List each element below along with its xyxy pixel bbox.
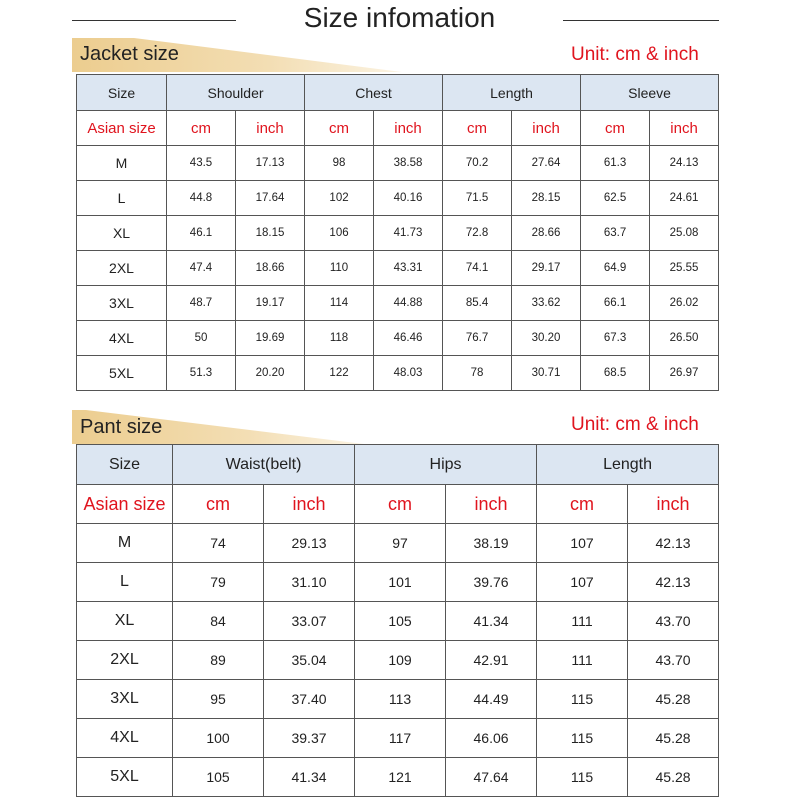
header-shoulder: Shoulder (167, 75, 305, 111)
size-cell: L (77, 563, 173, 602)
value-cell: 122 (305, 356, 374, 391)
value-cell: 44.49 (446, 680, 537, 719)
value-cell: 45.28 (628, 680, 719, 719)
pant-header-row (77, 445, 719, 485)
table-row (77, 181, 719, 216)
table-row (77, 680, 719, 719)
value-cell: 70.2 (443, 146, 512, 181)
table-row (77, 146, 719, 181)
value-cell: 115 (537, 680, 628, 719)
asian-size-label: Asian size (77, 485, 173, 524)
unit-cell: inch (650, 111, 719, 146)
value-cell: 66.1 (581, 286, 650, 321)
table-row (77, 641, 719, 680)
unit-cell: inch (628, 485, 719, 524)
header-waist: Waist(belt) (173, 445, 355, 485)
value-cell: 101 (355, 563, 446, 602)
value-cell: 29.17 (512, 251, 581, 286)
value-cell: 84 (173, 602, 264, 641)
value-cell: 42.13 (628, 563, 719, 602)
value-cell: 43.70 (628, 641, 719, 680)
value-cell: 30.71 (512, 356, 581, 391)
value-cell: 76.7 (443, 321, 512, 356)
jacket-header-row (77, 75, 719, 111)
value-cell: 30.20 (512, 321, 581, 356)
value-cell: 40.16 (374, 181, 443, 216)
value-cell: 63.7 (581, 216, 650, 251)
value-cell: 42.13 (628, 524, 719, 563)
value-cell: 43.5 (167, 146, 236, 181)
value-cell: 44.88 (374, 286, 443, 321)
value-cell: 115 (537, 719, 628, 758)
table-row (77, 356, 719, 391)
value-cell: 26.02 (650, 286, 719, 321)
value-cell: 45.28 (628, 758, 719, 797)
value-cell: 28.15 (512, 181, 581, 216)
size-cell: L (77, 181, 167, 216)
value-cell: 39.76 (446, 563, 537, 602)
value-cell: 114 (305, 286, 374, 321)
unit-cell: cm (305, 111, 374, 146)
value-cell: 121 (355, 758, 446, 797)
pant-size-table (76, 444, 719, 797)
table-row (77, 251, 719, 286)
value-cell: 102 (305, 181, 374, 216)
value-cell: 118 (305, 321, 374, 356)
pant-section-banner (72, 410, 364, 446)
header-length: Length (443, 75, 581, 111)
value-cell: 35.04 (264, 641, 355, 680)
value-cell: 110 (305, 251, 374, 286)
value-cell: 109 (355, 641, 446, 680)
value-cell: 64.9 (581, 251, 650, 286)
value-cell: 43.70 (628, 602, 719, 641)
header-size: Size (77, 75, 167, 111)
value-cell: 117 (355, 719, 446, 758)
value-cell: 78 (443, 356, 512, 391)
title-divider-right (563, 20, 719, 21)
title-divider-left (72, 20, 236, 21)
value-cell: 48.03 (374, 356, 443, 391)
value-cell: 41.73 (374, 216, 443, 251)
size-cell: M (77, 524, 173, 563)
value-cell: 26.50 (650, 321, 719, 356)
value-cell: 95 (173, 680, 264, 719)
unit-cell: inch (236, 111, 305, 146)
page-title: Size infomation (303, 2, 496, 33)
header-sleeve: Sleeve (581, 75, 719, 111)
value-cell: 111 (537, 641, 628, 680)
value-cell: 41.34 (264, 758, 355, 797)
value-cell: 42.91 (446, 641, 537, 680)
size-cell: XL (77, 216, 167, 251)
value-cell: 50 (167, 321, 236, 356)
size-cell: 3XL (77, 680, 173, 719)
value-cell: 18.15 (236, 216, 305, 251)
table-row (77, 758, 719, 797)
value-cell: 107 (537, 563, 628, 602)
value-cell: 61.3 (581, 146, 650, 181)
header-size: Size (77, 445, 173, 485)
value-cell: 38.19 (446, 524, 537, 563)
value-cell: 71.5 (443, 181, 512, 216)
pant-unit-note: Unit: cm & inch (571, 414, 699, 435)
jacket-unit-row (77, 111, 719, 146)
table-row (77, 719, 719, 758)
value-cell: 19.69 (236, 321, 305, 356)
value-cell: 39.37 (264, 719, 355, 758)
title-bar (0, 0, 800, 40)
size-cell: 2XL (77, 251, 167, 286)
value-cell: 37.40 (264, 680, 355, 719)
unit-cell: inch (264, 485, 355, 524)
asian-size-label: Asian size (77, 111, 167, 146)
size-cell: 5XL (77, 356, 167, 391)
value-cell: 18.66 (236, 251, 305, 286)
value-cell: 67.3 (581, 321, 650, 356)
value-cell: 97 (355, 524, 446, 563)
unit-cell: cm (581, 111, 650, 146)
value-cell: 38.58 (374, 146, 443, 181)
value-cell: 100 (173, 719, 264, 758)
size-cell: 5XL (77, 758, 173, 797)
table-row (77, 216, 719, 251)
value-cell: 43.31 (374, 251, 443, 286)
unit-cell: cm (173, 485, 264, 524)
value-cell: 107 (537, 524, 628, 563)
value-cell: 41.34 (446, 602, 537, 641)
jacket-section-banner (72, 38, 402, 74)
value-cell: 115 (537, 758, 628, 797)
unit-cell: inch (512, 111, 581, 146)
value-cell: 45.28 (628, 719, 719, 758)
size-cell: XL (77, 602, 173, 641)
value-cell: 111 (537, 602, 628, 641)
pant-section-title: Pant size (80, 416, 163, 438)
value-cell: 68.5 (581, 356, 650, 391)
value-cell: 89 (173, 641, 264, 680)
value-cell: 24.13 (650, 146, 719, 181)
value-cell: 44.8 (167, 181, 236, 216)
header-chest: Chest (305, 75, 443, 111)
table-row (77, 321, 719, 356)
value-cell: 79 (173, 563, 264, 602)
value-cell: 33.62 (512, 286, 581, 321)
value-cell: 25.55 (650, 251, 719, 286)
value-cell: 98 (305, 146, 374, 181)
table-row (77, 524, 719, 563)
value-cell: 24.61 (650, 181, 719, 216)
unit-cell: cm (537, 485, 628, 524)
jacket-section-title: Jacket size (80, 43, 179, 65)
value-cell: 19.17 (236, 286, 305, 321)
unit-cell: cm (167, 111, 236, 146)
value-cell: 105 (173, 758, 264, 797)
unit-cell: inch (374, 111, 443, 146)
header-hips: Hips (355, 445, 537, 485)
size-cell: 3XL (77, 286, 167, 321)
value-cell: 27.64 (512, 146, 581, 181)
jacket-unit-note: Unit: cm & inch (571, 44, 699, 65)
value-cell: 46.06 (446, 719, 537, 758)
table-row (77, 286, 719, 321)
value-cell: 20.20 (236, 356, 305, 391)
size-cell: 4XL (77, 321, 167, 356)
value-cell: 74.1 (443, 251, 512, 286)
value-cell: 72.8 (443, 216, 512, 251)
value-cell: 48.7 (167, 286, 236, 321)
jacket-size-table (76, 74, 719, 391)
value-cell: 17.13 (236, 146, 305, 181)
value-cell: 113 (355, 680, 446, 719)
pant-unit-row (77, 485, 719, 524)
value-cell: 31.10 (264, 563, 355, 602)
value-cell: 33.07 (264, 602, 355, 641)
table-row (77, 602, 719, 641)
value-cell: 106 (305, 216, 374, 251)
value-cell: 51.3 (167, 356, 236, 391)
value-cell: 62.5 (581, 181, 650, 216)
value-cell: 17.64 (236, 181, 305, 216)
value-cell: 26.97 (650, 356, 719, 391)
size-cell: M (77, 146, 167, 181)
value-cell: 105 (355, 602, 446, 641)
unit-cell: cm (355, 485, 446, 524)
unit-cell: cm (443, 111, 512, 146)
value-cell: 47.64 (446, 758, 537, 797)
size-cell: 2XL (77, 641, 173, 680)
size-cell: 4XL (77, 719, 173, 758)
value-cell: 85.4 (443, 286, 512, 321)
unit-cell: inch (446, 485, 537, 524)
table-row (77, 563, 719, 602)
value-cell: 29.13 (264, 524, 355, 563)
value-cell: 28.66 (512, 216, 581, 251)
value-cell: 25.08 (650, 216, 719, 251)
value-cell: 47.4 (167, 251, 236, 286)
value-cell: 46.1 (167, 216, 236, 251)
value-cell: 46.46 (374, 321, 443, 356)
header-length: Length (537, 445, 719, 485)
value-cell: 74 (173, 524, 264, 563)
